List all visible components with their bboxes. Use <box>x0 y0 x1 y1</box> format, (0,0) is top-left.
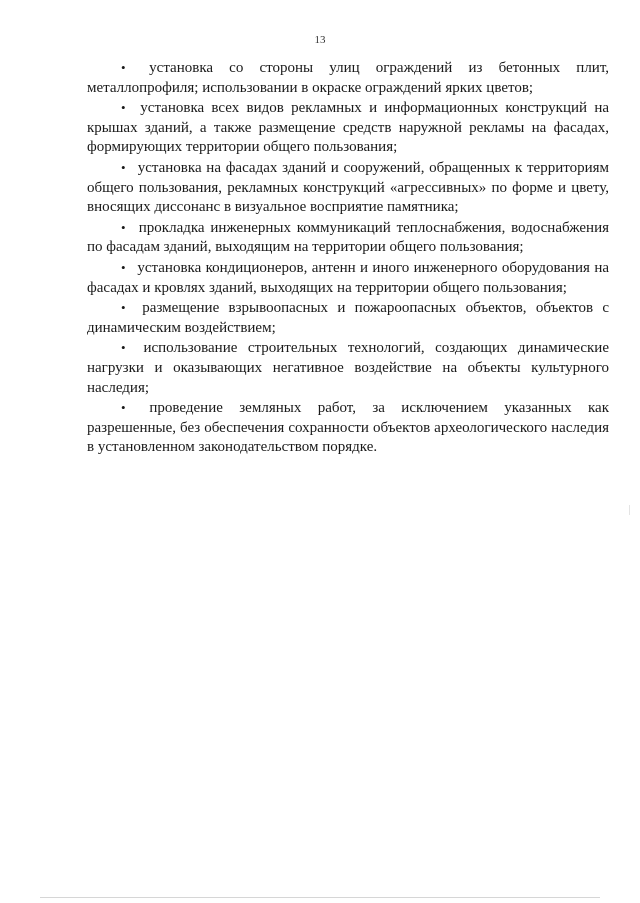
list-item <box>87 218 609 258</box>
list-item <box>87 398 609 458</box>
bullet-icon: • <box>121 340 126 356</box>
list-item <box>87 98 609 158</box>
page-number: 13 <box>314 34 326 46</box>
bullet-icon: • <box>121 300 126 316</box>
bullet-icon: • <box>121 400 126 416</box>
list-item <box>87 158 609 218</box>
restrictions-list <box>87 58 609 458</box>
bullet-icon: • <box>121 159 126 175</box>
bullet-icon: • <box>121 100 126 116</box>
list-item-text: установка на фасадах зданий и сооружений, обращенных к территориям общего пользования, рекламных конструкций «агрессивных» по форме и цвету, вносящих диссонанс в визуальное восприятие памятника; <box>87 159 610 216</box>
list-item-text: использование строительных технологий, создающих динамические нагрузки и оказывающих негативное воздействие на объекты культурного наследия; <box>87 340 609 396</box>
bullet-icon: • <box>121 219 126 235</box>
list-item <box>87 58 609 98</box>
list-item <box>87 338 609 398</box>
scan-edge-mark <box>629 505 630 515</box>
list-item-text: проведение земляных работ, за исключением указанных как разрешенные, без обеспечения сохранности объектов археологического наследия в установленном законодательством порядке. <box>87 400 610 456</box>
bottom-rule <box>40 897 600 898</box>
list-item-text: установка кондиционеров, антенн и иного инженерного оборудования на фасадах и кровлях зданий, выходящих на территории общего пользования; <box>87 259 609 296</box>
list-item-text: размещение взрывоопасных и пожароопасных объектов, объектов с динамическим воздействием; <box>87 300 609 336</box>
bullet-icon: • <box>121 60 126 75</box>
list-item-text: установка со стороны улиц ограждений из бетонных плит, металлопрофиля; использовании в окраске ограждений ярких цветов; <box>87 60 610 96</box>
bullet-icon: • <box>121 259 126 275</box>
list-item-text: установка всех видов рекламных и информационных конструкций на крышах зданий, а также размещение средств наружной рекламы на фасадах, формирующих территории общего пользования; <box>87 100 609 156</box>
list-item <box>87 298 609 338</box>
list-item-text: прокладка инженерных коммуникаций теплоснабжения, водоснабжения по фасадам зданий, выходящим на территории общего пользования; <box>87 219 610 256</box>
list-item <box>87 258 609 298</box>
